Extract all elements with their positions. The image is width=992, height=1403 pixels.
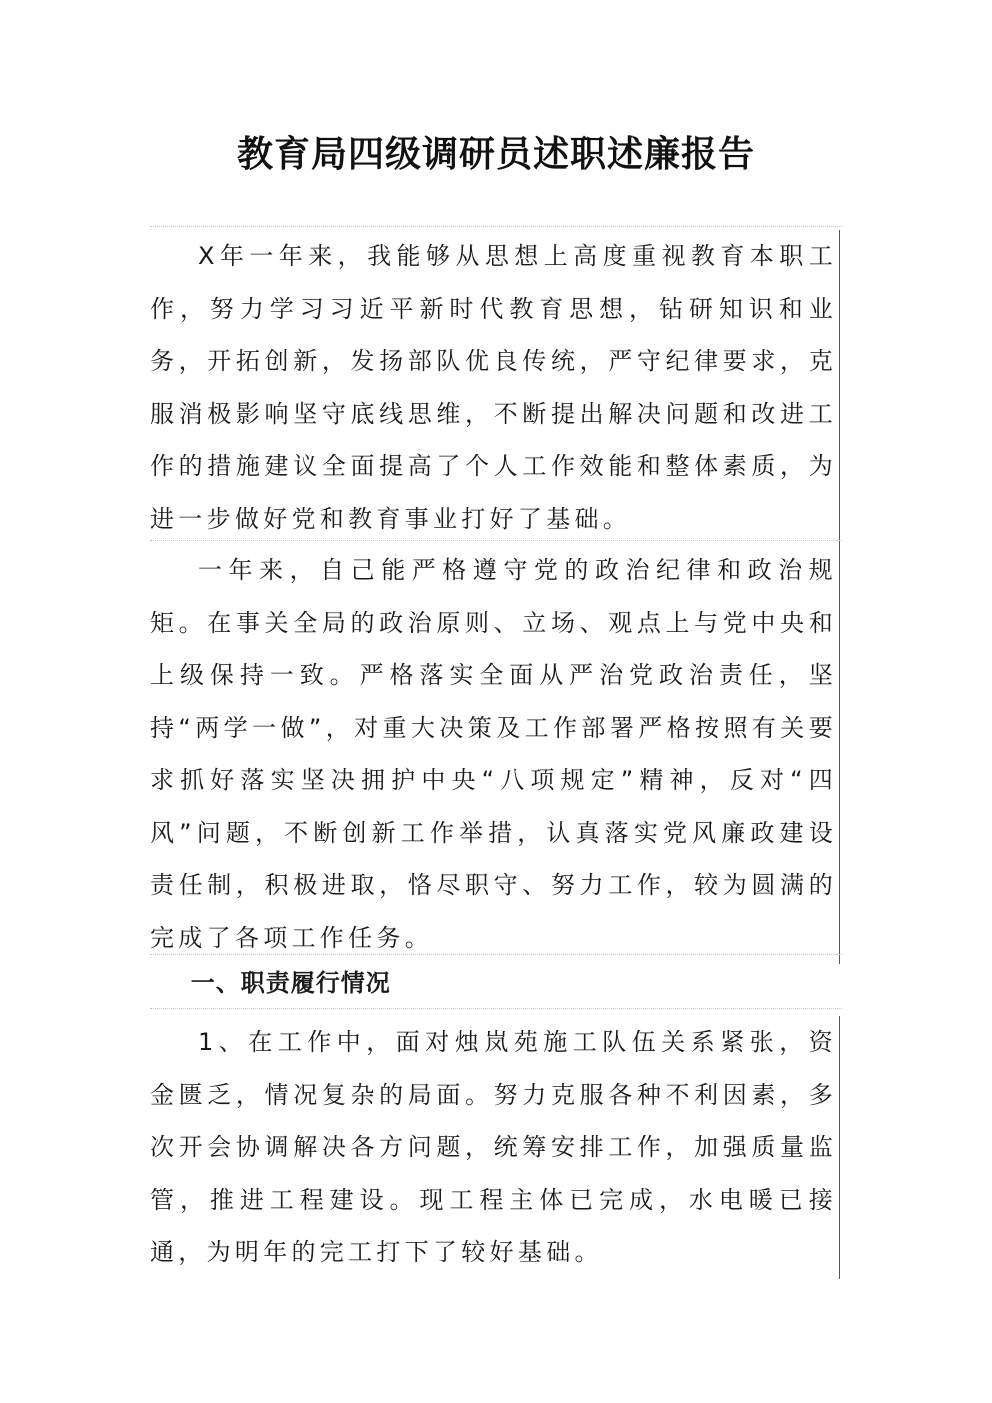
body-paragraph: 1、在工作中，面对烛岚苑施工队伍关系紧张，资金匮乏，情况复杂的局面。努力克服各种不利因素，多次开会协调解决各方问题，统筹安排工作，加强质量监管，推进工程建设。现工程主体已完成，水电暖已接通，为明年的完工打下了较好基础。: [150, 1016, 840, 1279]
document-title: 教育局四级调研员述职述廉报告: [236, 133, 755, 175]
paragraph-divider: [150, 954, 842, 955]
paragraph-block: [150, 1016, 840, 1279]
paragraph-block: [150, 230, 840, 545]
section-heading-block: [150, 957, 840, 1009]
paragraph-block: [150, 544, 840, 964]
paragraph-divider: [150, 226, 842, 227]
paragraph-divider: [150, 1008, 842, 1009]
paragraph-divider: [150, 540, 842, 541]
section-heading: 一、职责履行情况: [190, 969, 391, 997]
body-paragraph: 一年来，自己能严格遵守党的政治纪律和政治规矩。在事关全局的政治原则、立场、观点上与党中央和上级保持一致。严格落实全面从严治党政治责任，坚持“两学一做”，对重大决策及工作部署严格按照有关要求抓好落实坚决拥护中央“八项规定”精神，反对“四风”问题，不断创新工作举措，认真落实党风廉政建设责任制，积极进取，恪尽职守、努力工作，较为圆满的完成了各项工作任务。: [150, 544, 840, 964]
body-paragraph: X年一年来，我能够从思想上高度重视教育本职工作，努力学习习近平新时代教育思想，钻研知识和业务，开拓创新，发扬部队优良传统，严守纪律要求，克服消极影响坚守底线思维，不断提出解决问题和改进工作的措施建议全面提高了个人工作效能和整体素质，为进一步做好党和教育事业打好了基础。: [150, 230, 840, 545]
